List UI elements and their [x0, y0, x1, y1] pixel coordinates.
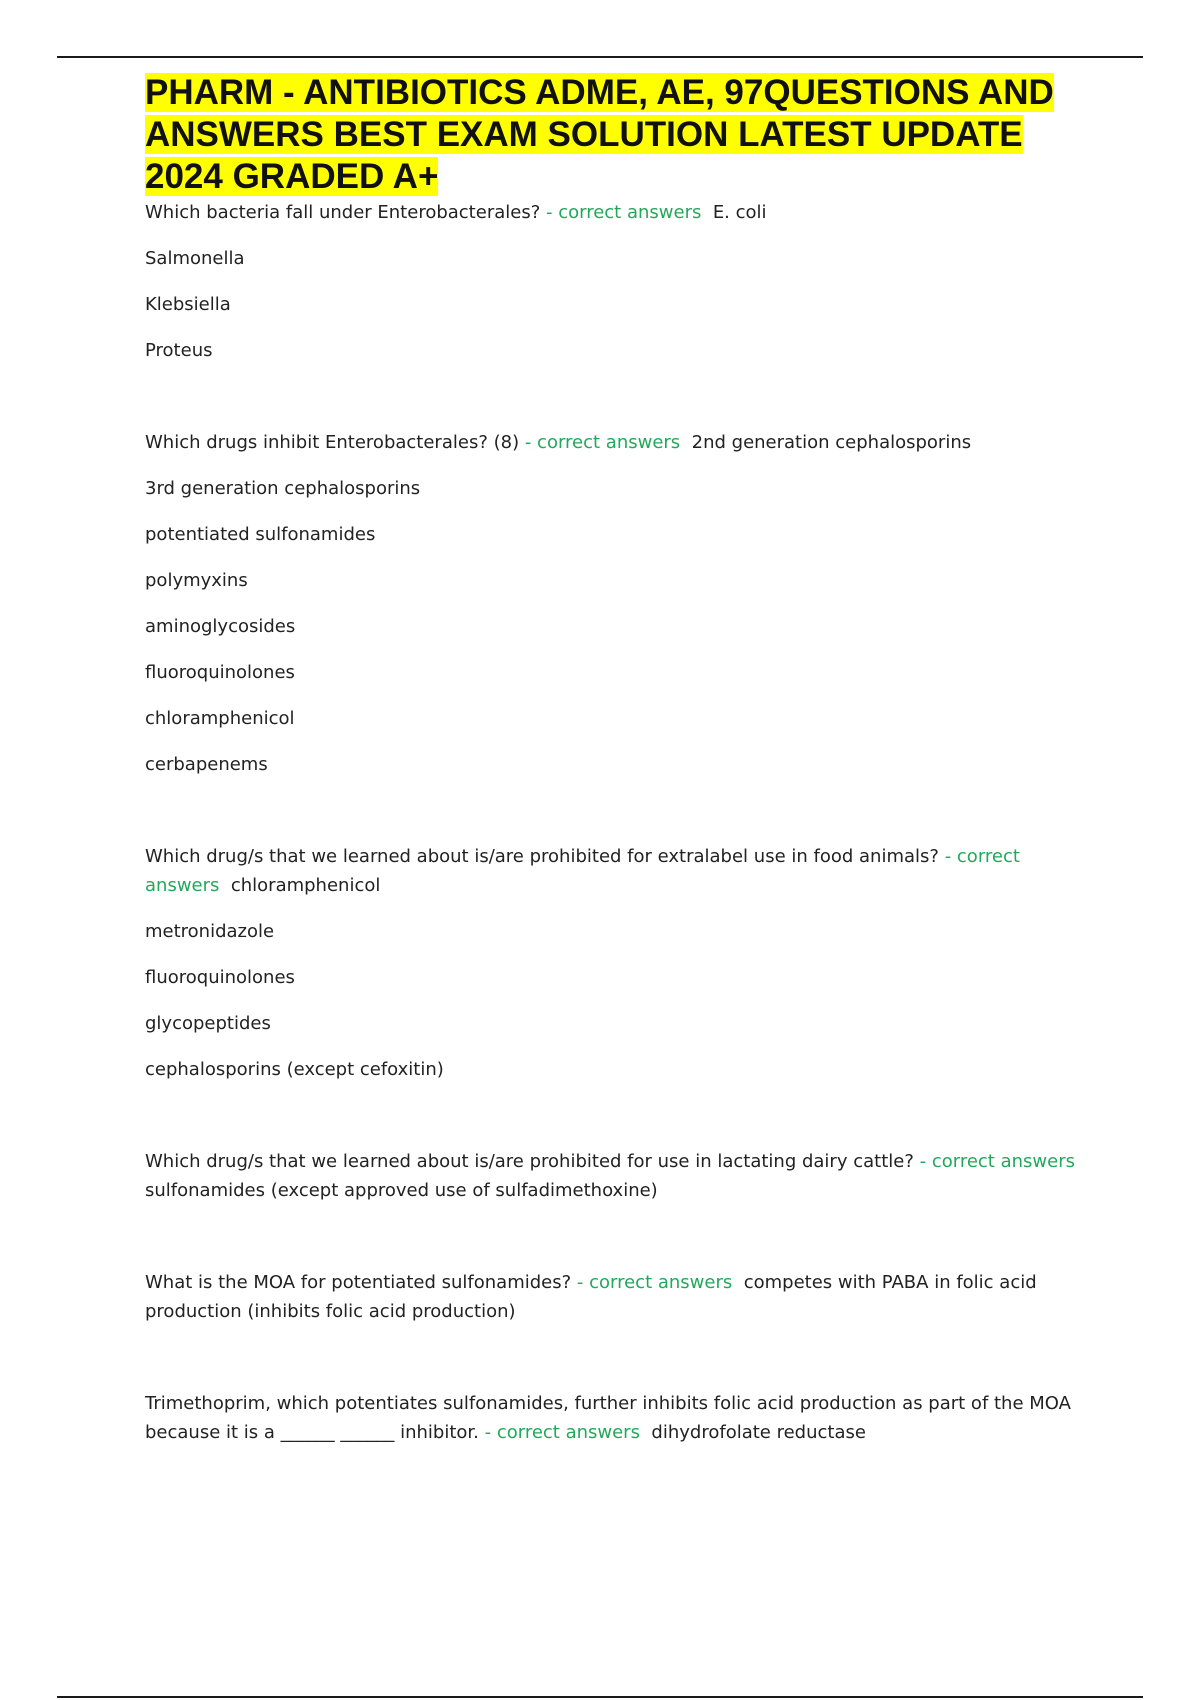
qa-block-6 [145, 1389, 1095, 1447]
answer-text: competes with PABA in folic acid production (inhibits folic acid production) [145, 1272, 1037, 1322]
answer-text: Salmonella [145, 248, 245, 269]
qa-block-5 [145, 1268, 1095, 1326]
question-text: Which drugs inhibit Enterobacterales? (8) [145, 432, 520, 453]
answer-text: 3rd generation cephalosporins [145, 478, 421, 499]
answer-text: polymyxins [145, 570, 248, 591]
answer-text: cerbapenems [145, 754, 268, 775]
qa-block-4 [145, 1147, 1095, 1205]
question-line [145, 428, 1095, 457]
document-body [145, 72, 1095, 1447]
question-line [145, 842, 1095, 900]
question-line [145, 198, 1095, 227]
qa-block-3 [145, 842, 1095, 1084]
question-line [145, 1389, 1095, 1447]
answer-text: E. coli [712, 202, 767, 223]
correct-answers-marker: - correct answers [145, 846, 1020, 896]
correct-answers-marker: - correct answers [484, 1422, 640, 1443]
bottom-rule [57, 1696, 1143, 1698]
question-text: Which drug/s that we learned about is/are prohibited for extralabel use in food animals? [145, 846, 939, 867]
question-text: Trimethoprim, which potentiates sulfonamides, further inhibits folic acid production as part of the MOA because it is a ______ ______ inhibitor. [145, 1393, 1071, 1443]
answer-text: aminoglycosides [145, 616, 296, 637]
title-highlight: PHARM - ANTIBIOTICS ADME, AE, 97QUESTIONS AND ANSWERS BEST EXAM SOLUTION LATEST UPDATE 2024 GRADED A+ [145, 73, 1054, 196]
top-rule [57, 56, 1143, 58]
question-line [145, 1147, 1095, 1205]
answer-text: fluoroquinolones [145, 662, 295, 683]
correct-answers-marker: - correct answers [919, 1151, 1075, 1172]
answer-text: 2nd generation cephalosporins [691, 432, 972, 453]
question-text: Which bacteria fall under Enterobacterales? [145, 202, 541, 223]
answer-text: chloramphenicol [230, 875, 381, 896]
correct-answers-marker: - correct answers [576, 1272, 733, 1293]
answer-text: glycopeptides [145, 1013, 271, 1034]
answer-text: potentiated sulfonamides [145, 524, 376, 545]
answer-text: metronidazole [145, 921, 275, 942]
answer-text: Proteus [145, 340, 213, 361]
answer-text: Klebsiella [145, 294, 231, 315]
correct-answers-marker: - correct answers [546, 202, 702, 223]
answer-text: sulfonamides (except approved use of sulfadimethoxine) [145, 1180, 658, 1201]
correct-answers-marker: - correct answers [524, 432, 681, 453]
qa-block-1 [145, 198, 1095, 365]
answer-text: cephalosporins (except cefoxitin) [145, 1059, 444, 1080]
qa-block-2 [145, 428, 1095, 779]
answer-text: dihydrofolate reductase [651, 1422, 866, 1443]
answer-text: fluoroquinolones [145, 967, 295, 988]
answer-text: chloramphenicol [145, 708, 295, 729]
document-title [145, 72, 1095, 198]
question-line [145, 1268, 1095, 1326]
question-text: Which drug/s that we learned about is/are prohibited for use in lactating dairy cattle? [145, 1151, 914, 1172]
question-text: What is the MOA for potentiated sulfonamides? [145, 1272, 572, 1293]
